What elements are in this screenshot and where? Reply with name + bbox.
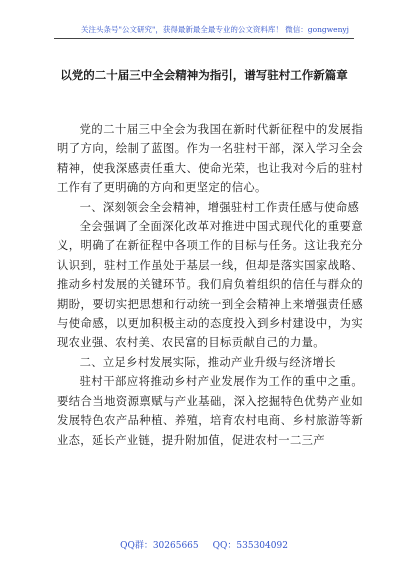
- paragraph-section-2: 驻村干部应将推动乡村产业发展作为工作的重中之重。要结合当地资源禀赋与产业基础，深入挖掘特色优势产业如发展特色农产品种植、养殖，培育农村电商、乡村旅游等新业态，延长产业链，提升附加值，促进农村一二三产: [57, 375, 363, 447]
- document-body: [57, 120, 363, 450]
- footer-qq-number: QQ：535304092: [212, 541, 288, 551]
- header-banner: 关注头条号"公文研究"，获得最新最全最专业的公文资料库！ 微信：gongwenyj: [81, 25, 349, 34]
- footer-contact: [0, 538, 408, 551]
- footer-qq-group: QQ群：30265665: [120, 541, 199, 551]
- paragraph-section-1: 全会强调了全面深化改革对推进中国式现代化的重要意义，明确了在新征程中各项工作的目标与任务。这让我充分认识到，驻村工作虽处于基层一线，但却是落实国家战略、推动乡村发展的关键环节。我们肩负着组织的信任与群众的期盼，要切实把思想和行动统一到全会精神上来增强责任感与使命感，以更加积极主动的态度投入到乡村建设中，为实现农业强、农村美、农民富的目标贡献自己的力量。: [57, 220, 363, 350]
- section-heading-1: 一、深刻领会全会精神，增强驻村工作责任感与使命感: [79, 200, 360, 214]
- paragraph-intro: 党的二十届三中全会为我国在新时代新征程中的发展指明了方向，绘制了蓝图。作为一名驻村干部，深入学习全会精神，使我深感责任重大、使命光荣，也让我对今后的驻村工作有了更明确的方向和更坚定的信心。: [57, 123, 363, 195]
- document-title: 以党的二十届三中全会精神为指引，谱写驻村工作新篇章: [60, 68, 348, 82]
- section-heading-2: 二、立足乡村发展实际，推动产业升级与经济增长: [79, 355, 336, 369]
- header-divider: [54, 38, 354, 39]
